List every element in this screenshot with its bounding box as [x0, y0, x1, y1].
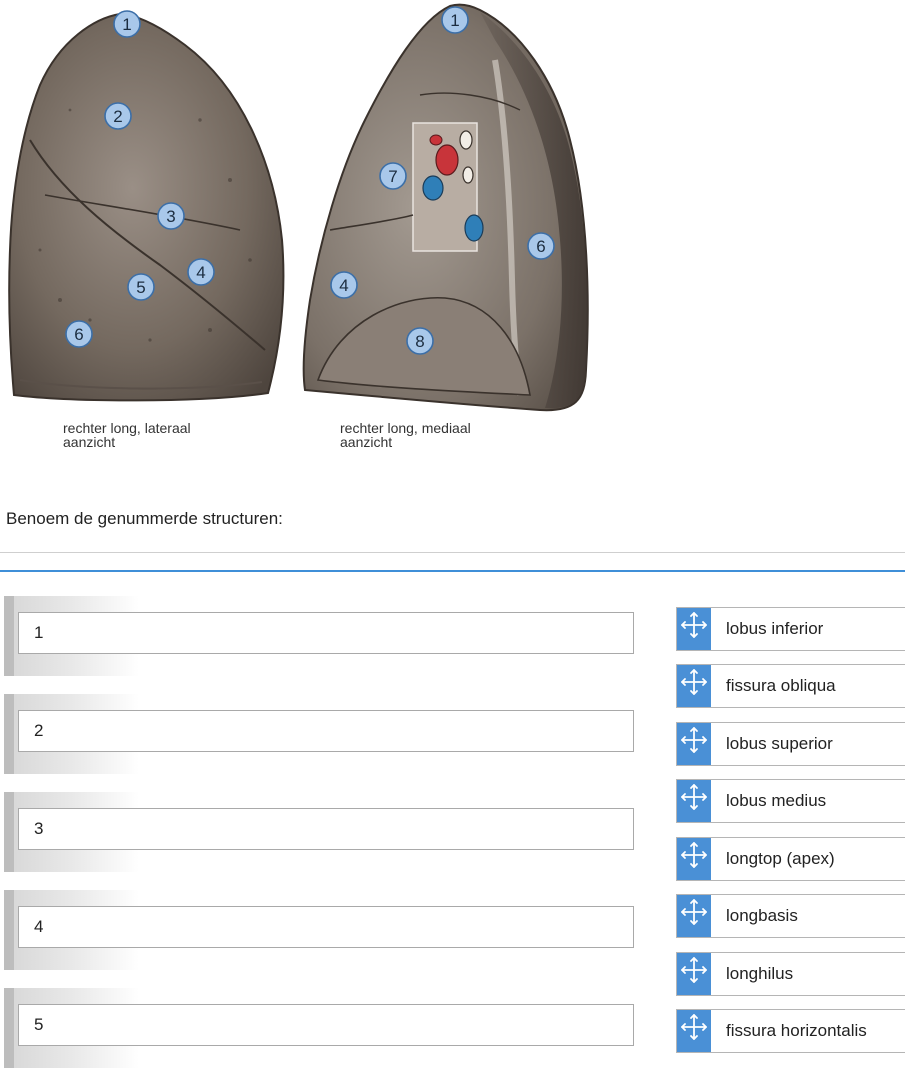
answer-label: fissura obliqua — [726, 676, 836, 695]
move-icon[interactable] — [677, 665, 711, 707]
move-icon[interactable] — [677, 953, 711, 995]
move-icon[interactable] — [677, 608, 711, 650]
draggable-answer-longbasis[interactable] — [676, 894, 905, 938]
answer-label: lobus inferior — [726, 619, 824, 638]
svg-text:8: 8 — [415, 332, 425, 351]
drop-target-5[interactable]: 5 — [18, 1004, 634, 1046]
marker-right-8 — [407, 328, 433, 354]
svg-text:4: 4 — [196, 263, 206, 282]
draggable-answer-longhilus[interactable] — [676, 952, 905, 996]
move-icon[interactable] — [677, 895, 711, 937]
question-prompt: Benoem de genummerde structuren: — [6, 509, 283, 528]
marker-right-1 — [442, 7, 468, 33]
drop-target-1[interactable]: 1 — [18, 612, 634, 654]
answer-label: fissura horizontalis — [726, 1021, 867, 1040]
drop-slot-1 — [4, 596, 636, 676]
slot-bar — [4, 596, 14, 676]
move-icon[interactable] — [677, 723, 711, 765]
svg-text:4: 4 — [339, 276, 349, 295]
caption-lateral: rechter long, lateraal aanzicht — [63, 420, 191, 450]
divider-accent — [0, 570, 905, 572]
svg-text:3: 3 — [166, 207, 176, 226]
draggable-answer-lobus-inferior[interactable] — [676, 607, 905, 651]
move-icon[interactable] — [677, 1010, 711, 1052]
slot-bar — [4, 792, 14, 872]
marker-right-6 — [528, 233, 554, 259]
answer-label: longhilus — [726, 964, 794, 983]
drop-slot-5 — [4, 988, 636, 1068]
slot-bar — [4, 988, 14, 1068]
drop-target-3[interactable]: 3 — [18, 808, 634, 850]
slot-bar — [4, 890, 14, 970]
marker-right-7 — [380, 163, 406, 189]
marker-left-4 — [188, 259, 214, 285]
marker-left-5 — [128, 274, 154, 300]
svg-text:2: 2 — [113, 107, 123, 126]
slot-bar — [4, 694, 14, 774]
draggable-answer-lobus-medius[interactable] — [676, 779, 905, 823]
svg-text:6: 6 — [74, 325, 84, 344]
drop-slot-2 — [4, 694, 636, 774]
move-icon[interactable] — [677, 838, 711, 880]
answer-label: longbasis — [726, 906, 798, 925]
marker-left-1 — [114, 11, 140, 37]
draggable-answer-fissura-obliqua[interactable] — [676, 664, 905, 708]
marker-left-2 — [105, 103, 131, 129]
svg-text:1: 1 — [450, 11, 460, 30]
marker-left-3 — [158, 203, 184, 229]
svg-text:6: 6 — [536, 237, 546, 256]
drop-target-2[interactable]: 2 — [18, 710, 634, 752]
answer-label: lobus superior — [726, 734, 833, 753]
svg-text:7: 7 — [388, 167, 398, 186]
lung-medial-view — [304, 5, 588, 411]
lung-lateral-view — [9, 14, 283, 400]
answer-label: longtop (apex) — [726, 849, 835, 868]
lung-figure — [0, 0, 620, 470]
marker-left-6 — [66, 321, 92, 347]
answer-label: lobus medius — [726, 791, 827, 810]
drop-slot-3 — [4, 792, 636, 872]
divider — [0, 552, 905, 553]
draggable-answer-fissura-horizontalis[interactable] — [676, 1009, 905, 1053]
move-icon[interactable] — [677, 780, 711, 822]
marker-right-4 — [331, 272, 357, 298]
svg-text:1: 1 — [122, 15, 132, 34]
svg-text:5: 5 — [136, 278, 146, 297]
draggable-answer-longtop-apex[interactable] — [676, 837, 905, 881]
draggable-answer-lobus-superior[interactable] — [676, 722, 905, 766]
drop-slot-4 — [4, 890, 636, 970]
drop-target-4[interactable]: 4 — [18, 906, 634, 948]
caption-medial: rechter long, mediaal aanzicht — [340, 420, 471, 450]
